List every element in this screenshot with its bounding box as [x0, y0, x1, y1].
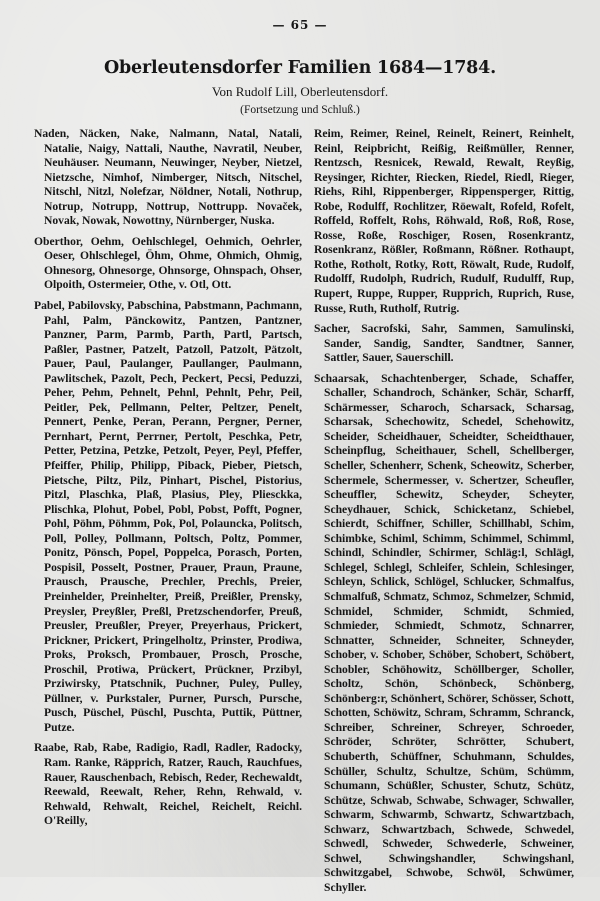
- surname-entry-r-continued: Reim, Reimer, Reinel, Reinelt, Reinert, Reinhelt, Reinl, Reipbricht, Reißig, Reißmüller, Renner, Rentzsch, Resnicek, Rewald, Rewalt, Reyßig, Reysinger, Richter, Riecken, Riedel, Riedl, Rieger, Riehs, Rihl, Rippenberger, Rippensperger, Rittig, Robe, Rodulff, Rochlitzer, Röewalt, Rofeld, Rofelt, Roffeld, Roffelt, Rohs, Röhwald, Roß, Roß, Rose, Rosse, Roße, Roschiger, Rosen, Rosenkrantz, Rosenkranz, Rößler, Roßmann, Rößner. Rothaupt, Rothe, Rotholt, Rotky, Rott, Röwalt, Rude, Rudolf, Rudolff, Rudolph, Rudrich, Rudulf, Rudulff, Rup, Rupert, Ruppe, Rupper, Rupprich, Ruprich, Ruse, Russe, Ruth, Rutholf, Rutrig.: [314, 127, 574, 315]
- surname-entry-o: Oberthor, Oehm, Oehlschlegel, Oehmich, Oehrler, Oeser, Ohlschlegel, Öhm, Ohme, Ohmich, Ohmig, Ohnesorg, Ohnesorge, Ohnsorge, Ohnspach, Ohser, Olpoith, Ostermeier, Othe, v. Otl, Ott.: [34, 234, 302, 292]
- article-byline: Von Rudolf Lill, Oberleutensdorf.: [211, 84, 389, 99]
- article-title: Oberleutensdorfer Familien 1684—1784.: [103, 58, 497, 78]
- surname-entry-p: Pabel, Pabilovsky, Pabschina, Pabstmann, Pachmann, Pahl, Palm, Pänckowitz, Pantzen, Pantzner, Panzner, Parm, Parmb, Parth, Partl, Partsch, Paßler, Pastner, Patzelt, Patzoll, Patzolt, Pätzolt, Pauer, Paul, Paulanger, Paullanger, Paulmann, Pawlitschek, Pazolt, Pech, Peckert, Pecsi, Peduzzi, Peher, Pehm, Pehnelt, Pehnl, Pehnlt, Pehr, Peil, Peitler, Pek, Pellmann, Pelter, Peltzer, Penelt, Pennert, Penke, Peran, Perann, Pergner, Perner, Pernhart, Pernt, Perrner, Pertolt, Peschka, Petr, Petter, Petzina, Petzke, Petzolt, Peyer, Peyl, Pfeffer, Pfeiffer, Philip, Philipp, Piback, Pieber, Pietsch, Pietsche, Piltz, Pilz, Pinhart, Pischel, Pistorius, Pitzl, Plaschka, Plaß, Plasius, Pley, Pliesckka, Plischka, Plohut, Pobel, Pobl, Pobst, Pofft, Pogner, Pohl, Pöhm, Pöhmm, Pok, Pol, Polauncka, Politsch, Poll, Polley, Pollmann, Poltsch, Poltz, Pommer, Ponitz, Pönsch, Popel, Poppelca, Porasch, Porten, Pospisil, Posselt, Postner, Prauer, Praun, Praune, Prausch, Prausche, Prechler, Prechls, Preier, Preinhelder, Preinhelter, Preiß, Preißler, Prensky, Preysler, Preyßler, Preßl, Pretzschendorfer, Preuß, Preusler, Preußler, Preyer, Preyerhaus, Prickert, Prickner, Prickert, Pringelholtz, Prinster, Prodiwa, Proks, Proksch, Prombauer, Prosch, Prosche, Proschil, Protiwa, Prückert, Prückner, Przibyl, Prziwirsky, Ptatschnik, Puchner, Puley, Pulley, Püllner, v. Purkstaler, Purner, Pursch, Pursche, Pusch, Püschel, Püschl, Puschta, Puttik, Püttner, Putze.: [34, 299, 302, 734]
- page-number: — 65 —: [272, 18, 328, 32]
- surname-entry-n: Naden, Näcken, Nake, Nalmann, Natal, Natali, Natalie, Naigy, Nattali, Nauthe, Navratil, Neuber, Neuhäuser. Neumann, Neuwinger, Neyber, Nietzel, Nietzsche, Nimhof, Nimberger, Nitsch, Nitschel, Nitschl, Nitzl, Nolefzar, Nöldner, Notali, Nothrup, Notrup, Notrupp, Nottrup, Nottrupp. Novaček, Novak, Nowak, Nowottny, Nürnberger, Nuska.: [34, 127, 302, 228]
- surname-entry-s: Sacher, Sacrofski, Sahr, Sammen, Samulinski, Sander, Sandig, Sandter, Sandtner, Sanner, Sattler, Sauer, Sauerschill.: [314, 322, 574, 365]
- right-column: [314, 127, 574, 901]
- continuation-note: (Fortsetzung und Schluß.): [240, 104, 360, 116]
- left-column: [34, 127, 302, 835]
- surname-entry-r: Raabe, Rab, Rabe, Radigio, Radl, Radler, Radocky, Ram. Ranke, Räpprich, Ratzer, Rauch, Rauchfues, Rauer, Rauschenbach, Rebisch, Reder, Rechewaldt, Reewald, Reewalt, Reher, Rehn, Rehwald, v. Rehwald, Rehwalt, Reichel, Reichelt, Reichl. O'Reilly,: [34, 741, 302, 828]
- surname-entry-sch: Schaarsak, Schachtenberger, Schade, Schaffer, Schaller, Schandroch, Schänker, Schär, Scharff, Schärmesser, Scharoch, Scharsack, Scharsag, Scharsak, Schechowitz, Schedel, Schehowitz, Scheider, Scheidhauer, Scheidter, Scheidthauer, Scheinpflug, Scheithauer, Schell, Schellberger, Scheller, Schenherr, Schenk, Scheowitz, Scherber, Schermele, Schermesser, v. Schertzer, Scheufler, Scheuffler, Schewitz, Scheyder, Scheyter, Scheydhauer, Schick, Schicketanz, Schiebel, Schierdt, Schiffner, Schiller, Schillhabl, Schim, Schimbke, Schiml, Schimm, Schimmel, Schimml, Schindl, Schindler, Schirmer, Schläg:l, Schlägl, Schlegel, Schlegl, Schleifer, Schlein, Schlesinger, Schleyn, Schlick, Schlögel, Schlucker, Schmalfus, Schmalfuß, Schmatz, Schmoz, Schmelzer, Schmid, Schmidel, Schmider, Schmidt, Schmied, Schmieder, Schmiedt, Schmotz, Schnarrer, Schnatter, Schneider, Schneiter, Schneyder, Schober, v. Schober, Schöber, Schobert, Schöbert, Schobler, Schöhowitz, Schöllberger, Scholler, Scholtz, Schön, Schönbeck, Schönberg, Schönberg:r, Schönhert, Schörer, Schösser, Schott, Schotten, Schöwitz, Schram, Schramm, Schranck, Schreiber, Schreiner, Schreyer, Schroeder, Schröder, Schröter, Schrötter, Schubert, Schuberth, Schüffner, Schuhmann, Schuldes, Schüller, Schultz, Schultze, Schüm, Schümm, Schumann, Schüßler, Schuster, Schutz, Schütz, Schütze, Schwab, Schwabe, Schwager, Schwaller, Schwarm, Schwarmb, Schwartz, Schwartzbach, Schwarz, Schwartzbach, Schwede, Schwedel, Schwedl, Schweder, Schwederle, Schweiner, Schwel, Schwingshandler, Schwingshanl, Schwitzgabel, Schwobe, Schwöl, Schwümer, Schyller.: [314, 371, 574, 894]
